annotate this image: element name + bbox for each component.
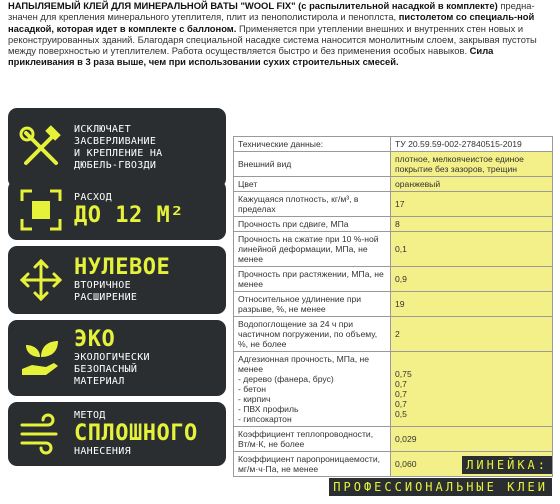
feature-card-mounting	[8, 108, 226, 188]
intro-text	[8, 0, 552, 68]
feature-line: И КРЕПЛЕНИЕ НА	[74, 148, 163, 159]
row-value: 2	[391, 317, 553, 352]
adhesion-item-label: - кирпич	[238, 394, 271, 404]
row-value: 0,060	[391, 452, 553, 477]
eco-hand-icon	[18, 335, 64, 381]
table-row	[234, 232, 553, 267]
wind-icon	[18, 411, 64, 457]
row-label: Коэффициент паропроницаемости, мг/м·ч·Па, не менее	[234, 452, 391, 477]
tools-icon	[18, 125, 64, 171]
row-label: Прочность при сдвиге, МПа	[234, 217, 391, 232]
row-value: 8	[391, 217, 553, 232]
row-label: Цвет	[234, 177, 391, 192]
feature-headline: НУЛЕВОЕ	[74, 255, 171, 280]
table-row	[234, 217, 553, 232]
feature-line: НАНЕСЕНИЯ	[74, 446, 131, 457]
banner-text: ПРОФЕССИОНАЛЬНЫЕ КЛЕИ	[329, 478, 552, 496]
feature-text	[74, 328, 220, 388]
row-label: Внешний вид	[234, 152, 391, 177]
table-row	[234, 152, 553, 177]
feature-line: МЕТОД	[74, 410, 106, 421]
feature-line: ИСКЛЮЧАЕТ	[74, 124, 131, 135]
adhesion-item-label: - ПВХ профиль	[238, 404, 299, 414]
row-label: Прочность при растяжении, МПа, не менее	[234, 267, 391, 292]
row-value: плотное, мелкоячеистое единое покрытие без зазоров, трещин	[391, 152, 553, 177]
row-value: оранжевый	[391, 177, 553, 192]
feature-line: ЭКОЛОГИЧЕСКИ	[74, 352, 150, 363]
feature-card-eco	[8, 320, 226, 396]
adhesion-item-label: - гипсокартон	[238, 414, 292, 424]
intro-part: Применяется при утеплении внешних и внутренних стен новых и реконструированных зданий. Благодаря специальной насадке система наносится монолитным слоем, закрывая пустоты между поверхностью и утеплителем. Работа осуществляется быстро и без применения особых навыков.	[8, 22, 537, 57]
area-icon	[18, 187, 64, 233]
feature-card-consumption	[8, 180, 226, 240]
adhesion-labels	[234, 352, 391, 427]
row-label: Коэффициент теплопроводности, Вт/м·К, не более	[234, 427, 391, 452]
banner-line-1	[462, 458, 552, 472]
adhesion-item-label: - бетон	[238, 384, 266, 394]
intro-bold: Сила приклеивания в 3 раза выше, чем при использовании сухих строительных смесей.	[8, 45, 494, 68]
table-header-label: Технические данные:	[234, 137, 391, 152]
table-row	[234, 192, 553, 217]
feature-line: РАСШИРЕНИЕ	[74, 292, 138, 303]
row-value: 0,029	[391, 427, 553, 452]
feature-line: МАТЕРИАЛ	[74, 376, 125, 387]
tech-table	[233, 136, 553, 477]
table-header-row	[234, 137, 553, 152]
table-row	[234, 317, 553, 352]
table-row	[234, 292, 553, 317]
adhesion-values	[391, 352, 553, 427]
adhesion-item-value: 0,7	[395, 399, 407, 409]
feature-text	[74, 256, 220, 304]
feature-line: ВТОРИЧНОЕ	[74, 280, 131, 291]
table-row	[234, 267, 553, 292]
adhesion-title: Адгезионная прочность, МПа, не менее	[238, 354, 370, 374]
adhesion-item-value: 0,75	[395, 369, 412, 379]
arrows-icon	[18, 257, 64, 303]
feature-headline: СПЛОШНОГО	[74, 421, 198, 446]
adhesion-item-value: 0,7	[395, 379, 407, 389]
row-value: 0,1	[391, 232, 553, 267]
feature-headline: ДО 12 М²	[74, 203, 184, 228]
feature-text	[74, 124, 220, 172]
intro-bold: пистолетом со специаль-ной насадкой, которая идет в комплекте с баллоном.	[8, 11, 535, 34]
row-value: 0,9	[391, 267, 553, 292]
feature-text	[74, 192, 220, 228]
adhesion-item-value: 0,7	[395, 389, 407, 399]
banner-line-2	[329, 480, 552, 494]
table-row	[234, 427, 553, 452]
feature-line: БЕЗОПАСНЫЙ	[74, 364, 138, 375]
adhesion-item-label: - дерево (фанера, брус)	[238, 374, 334, 384]
feature-headline: ЭКО	[74, 327, 116, 352]
feature-line: ДЮБЕЛЬ-ГВОЗДИ	[74, 160, 157, 171]
intro-part: предна-значен для крепления минерального утеплителя, плит из пенополистирола и пеноплста,	[8, 0, 535, 23]
row-value: 17	[391, 192, 553, 217]
intro-title: НАПЫЛЯЕМЫЙ КЛЕЙ ДЛЯ МИНЕРАЛЬНОЙ ВАТЫ "WOOL FIX" (с распылительной насадкой в комплекте)	[8, 0, 498, 11]
feature-line: ЗАСВЕРЛИВАНИЕ	[74, 136, 157, 147]
row-value: 19	[391, 292, 553, 317]
feature-card-method	[8, 402, 226, 466]
feature-card-expansion	[8, 246, 226, 314]
feature-text	[74, 410, 220, 458]
table-row	[234, 177, 553, 192]
row-label: Относительное удлинение при разрыве, %, не менее	[234, 292, 391, 317]
feature-line: РАСХОД	[74, 192, 112, 203]
table-header-value: ТУ 20.59.59-002-27840515-2019	[391, 137, 553, 152]
row-label: Кажущаяся плотность, кг/м³, в пределах	[234, 192, 391, 217]
banner-text: ЛИНЕЙКА:	[462, 456, 552, 474]
row-label: Водопоглощение за 24 ч при частичном погружении, по объему, %, не более	[234, 317, 391, 352]
row-label: Прочность на сжатие при 10 %-ной линейной деформации, МПа, не менее	[234, 232, 391, 267]
table-row-adhesion	[234, 352, 553, 427]
adhesion-item-value: 0,5	[395, 409, 407, 419]
